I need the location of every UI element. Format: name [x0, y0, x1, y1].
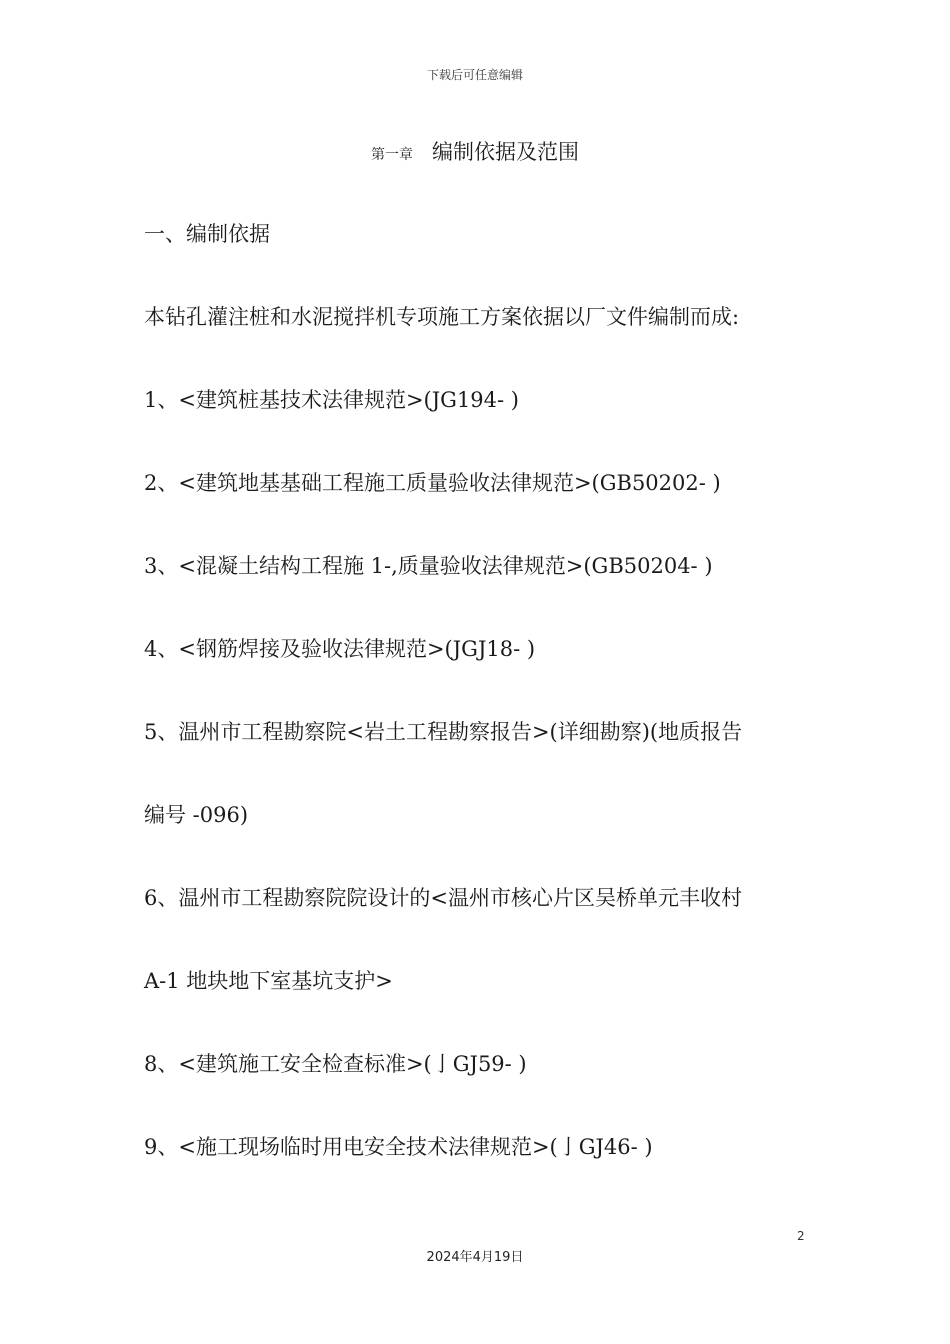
page-number: 2: [797, 1229, 805, 1243]
list-item: 1、<建筑桩基技术法律规范>(JG194- ): [144, 388, 519, 412]
chapter-title: 编制依据及范围: [432, 140, 580, 164]
list-item-continuation: A-1 地块地下室基坑支护>: [144, 969, 393, 993]
list-item: 5、温州市工程勘察院<岩土工程勘察报告>(详细勘察)(地质报告: [144, 720, 743, 744]
list-item: 8、<建筑施工安全检查标准>(亅GJ59- ): [144, 1052, 527, 1076]
intro-paragraph: 本钻孔灌注桩和水泥搅拌机专项施工方案依据以厂文件编制而成:: [144, 305, 740, 329]
list-item: 6、温州市工程勘察院院设计的<温州市核心片区吴桥单元丰收村: [144, 886, 742, 910]
page-footer-date: 2024年4月19日: [426, 1250, 524, 1265]
list-item: 9、<施工现场临时用电安全技术法律规范>(亅GJ46- ): [144, 1135, 653, 1159]
list-item-continuation: 编号 -096): [144, 803, 249, 827]
list-item: 2、<建筑地基基础工程施工质量验收法律规范>(GB50202- ): [144, 471, 721, 495]
page-header: 下载后可任意编辑: [426, 68, 523, 82]
list-item: 3、<混凝土结构工程施 1-,质量验收法律规范>(GB50204- ): [144, 554, 713, 578]
list-item: 4、<钢筋焊接及验收法律规范>(JGJ18- ): [144, 637, 536, 661]
section-heading: 一、编制依据: [144, 222, 270, 246]
chapter-heading: [0, 136, 950, 166]
chapter-number: 第一章: [370, 147, 413, 163]
